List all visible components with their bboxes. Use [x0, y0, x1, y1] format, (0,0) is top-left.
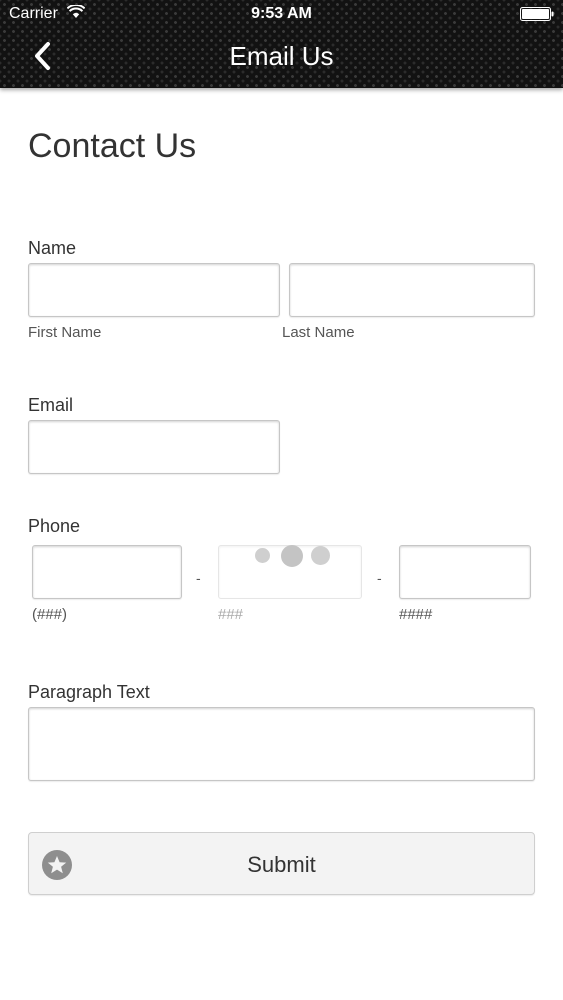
app-header	[0, 0, 563, 88]
email-input[interactable]	[28, 420, 280, 474]
last-name-input[interactable]	[289, 263, 535, 317]
submit-button[interactable]	[28, 832, 535, 895]
battery-icon	[520, 7, 554, 21]
phone-label: Phone	[28, 516, 81, 536]
last-name-sublabel: Last Name	[282, 324, 355, 341]
phone-prefix-hint: ###	[218, 606, 244, 623]
loading-dot	[311, 546, 330, 565]
status-bar	[0, 0, 563, 28]
loading-dot	[281, 545, 303, 567]
loading-dot	[255, 548, 270, 563]
nav-title: Email Us	[229, 41, 334, 71]
paragraph-textarea[interactable]	[28, 707, 535, 781]
first-name-input[interactable]	[28, 263, 280, 317]
loading-spinner	[255, 545, 335, 567]
page-title: Contact Us	[28, 127, 197, 165]
phone-line-hint: ####	[399, 606, 433, 623]
status-time: 9:53 AM	[251, 5, 312, 22]
phone-separator: -	[196, 570, 201, 586]
submit-label: Submit	[247, 852, 316, 877]
paragraph-label: Paragraph Text	[28, 682, 150, 702]
email-label: Email	[28, 395, 74, 415]
name-label: Name	[28, 238, 77, 258]
phone-separator: -	[377, 570, 382, 586]
phone-area-code-input[interactable]	[32, 545, 182, 599]
first-name-sublabel: First Name	[28, 324, 102, 341]
phone-area-hint: (###)	[32, 606, 68, 623]
carrier-label: Carrier	[9, 5, 58, 22]
phone-line-number-input[interactable]	[399, 545, 531, 599]
